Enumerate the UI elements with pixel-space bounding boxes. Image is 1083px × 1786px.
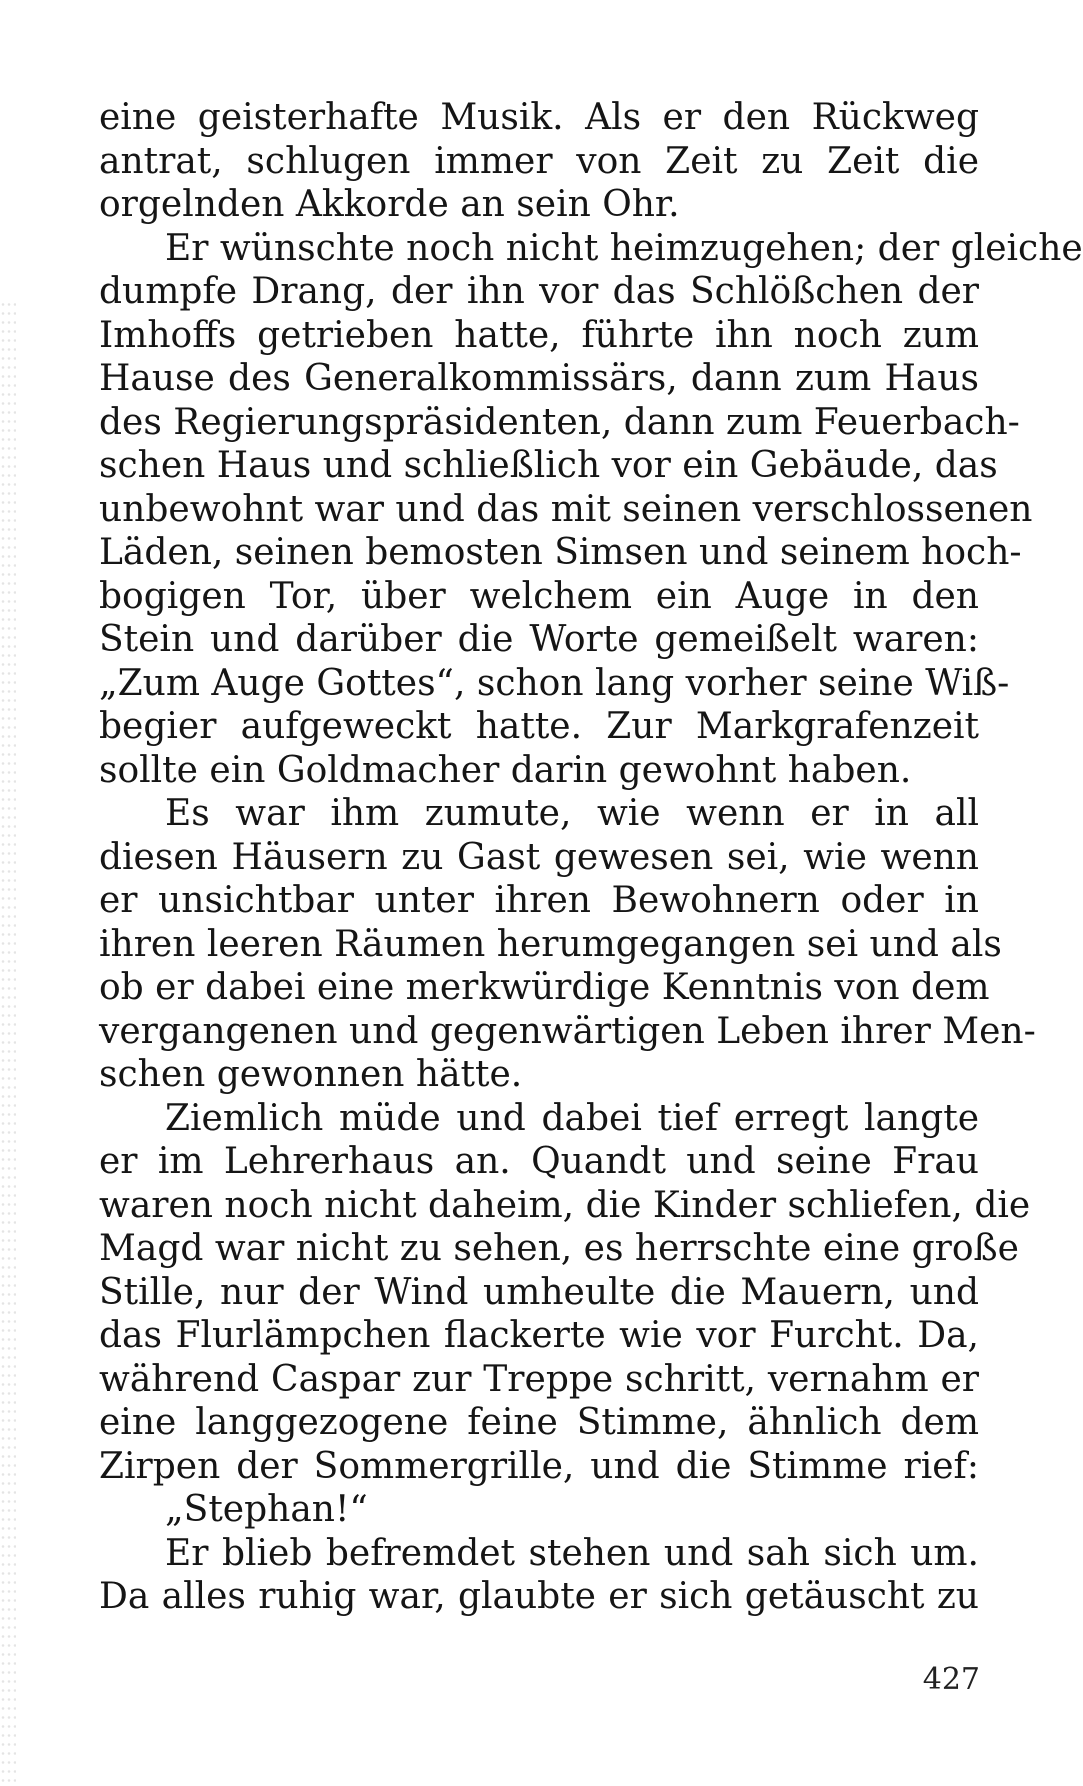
text-line: „Zum Auge Gottes“, schon lang vorher seine Wiß- bbox=[99, 662, 1010, 704]
text-line: er im Lehrerhaus an. Quandt und seine Frau bbox=[99, 1141, 979, 1182]
text-line: dumpfe Drang, der ihn vor das Schlößchen der bbox=[99, 271, 979, 312]
text-line: waren noch nicht daheim, die Kinder schliefen, die bbox=[99, 1184, 1031, 1226]
text-line: schen Haus und schließlich vor ein Gebäude, das bbox=[99, 445, 998, 486]
text-line: unbewohnt war und das mit seinen verschlossenen bbox=[99, 488, 1033, 530]
text-line: Er wünschte noch nicht heimzugehen; der gleiche bbox=[165, 227, 1083, 269]
text-line: diesen Häusern zu Gast gewesen sei, wie wenn bbox=[99, 836, 979, 878]
text-line: Imhoffs getrieben hatte, führte ihn noch zum bbox=[99, 314, 979, 356]
page-number: 427 bbox=[922, 1662, 980, 1697]
text-line: Ziemlich müde und dabei tief erregt langte bbox=[165, 1097, 979, 1139]
text-line: sollte ein Goldmacher darin gewohnt haben. bbox=[99, 749, 912, 791]
text-line: begier aufgeweckt hatte. Zur Markgrafenzeit bbox=[99, 706, 979, 747]
text-line: Magd war nicht zu sehen, es herrschte eine große bbox=[99, 1228, 1019, 1269]
text-line: Es war ihm zumute, wie wenn er in all bbox=[165, 793, 979, 834]
text-line: Hause des Generalkommissärs, dann zum Haus bbox=[99, 358, 979, 399]
text-line: Zirpen der Sommergrille, und die Stimme rief: bbox=[99, 1445, 979, 1487]
text-line: vergangenen und gegenwärtigen Leben ihrer Men- bbox=[99, 1010, 1036, 1052]
text-line: Da alles ruhig war, glaubte er sich getäuscht zu bbox=[99, 1576, 979, 1617]
body-text bbox=[99, 96, 1083, 1619]
text-line: er unsichtbar unter ihren Bewohnern oder in bbox=[99, 880, 979, 921]
text-line: eine geisterhafte Musik. Als er den Rückweg bbox=[99, 97, 979, 138]
text-line: Stein und darüber die Worte gemeißelt waren: bbox=[99, 619, 979, 660]
text-line: Läden, seinen bemosten Simsen und seinem hoch- bbox=[99, 532, 1022, 573]
text-line: Er blieb befremdet stehen und sah sich um. bbox=[165, 1532, 979, 1574]
text-line: ob er dabei eine merkwürdige Kenntnis von dem bbox=[99, 967, 990, 1008]
scan-margin-specks bbox=[0, 300, 16, 1786]
text-line: bogigen Tor, über welchem ein Auge in den bbox=[99, 575, 979, 617]
text-line: Stille, nur der Wind umheulte die Mauern, und bbox=[99, 1271, 979, 1313]
text-line: schen gewonnen hätte. bbox=[99, 1054, 523, 1095]
text-line: „Stephan!“ bbox=[165, 1489, 368, 1530]
text-line: orgelnden Akkorde an sein Ohr. bbox=[99, 184, 680, 225]
text-line: des Regierungspräsidenten, dann zum Feuerbach- bbox=[99, 401, 1020, 443]
text-line: das Flurlämpchen flackerte wie vor Furcht. Da, bbox=[99, 1315, 979, 1356]
text-line: antrat, schlugen immer von Zeit zu Zeit die bbox=[99, 140, 979, 182]
text-line: ihren leeren Räumen herumgegangen sei und als bbox=[99, 923, 1002, 965]
text-line: eine langgezogene feine Stimme, ähnlich dem bbox=[99, 1402, 979, 1443]
text-line: während Caspar zur Treppe schritt, vernahm er bbox=[99, 1358, 979, 1400]
